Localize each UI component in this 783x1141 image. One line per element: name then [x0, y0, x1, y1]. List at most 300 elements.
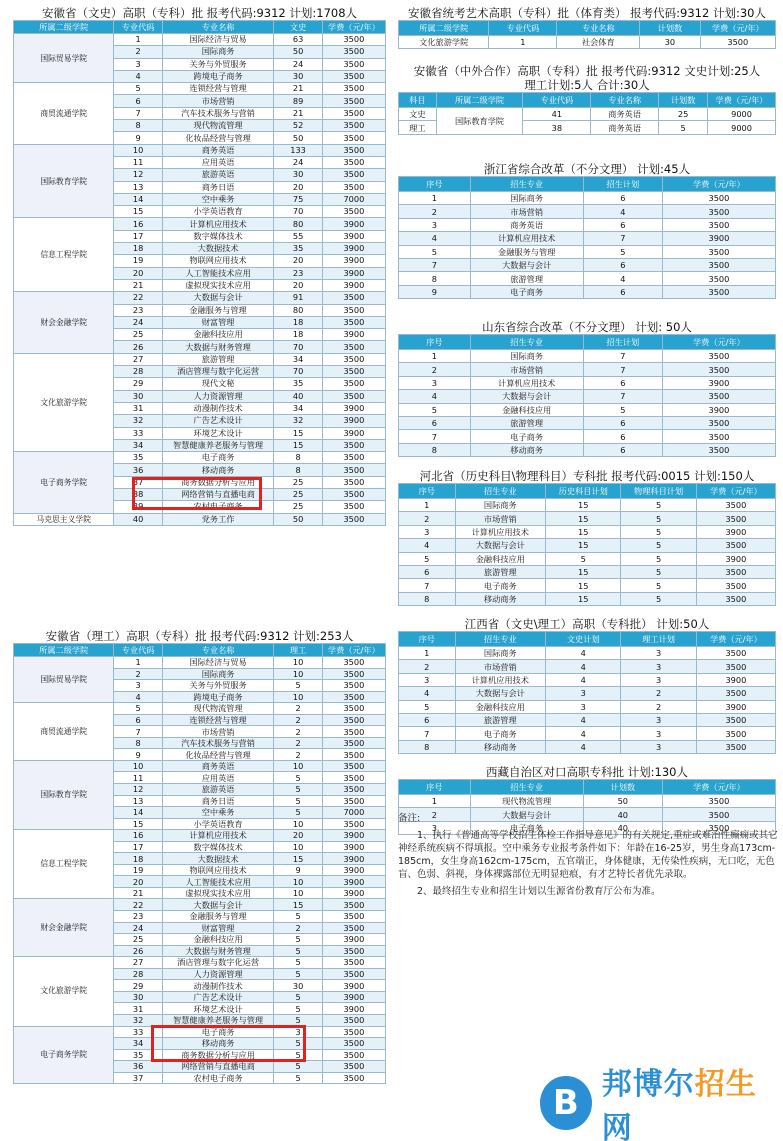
table-cell: 5 [274, 911, 322, 923]
table-cell: 133 [274, 144, 322, 156]
table-cell: 3500 [322, 911, 385, 923]
table-cell: 3500 [662, 350, 775, 363]
table-cell: 15 [546, 579, 621, 592]
table-cell: 5 [114, 703, 162, 715]
table-cell: 30 [274, 980, 322, 992]
table-cell: 3500 [322, 957, 385, 969]
table-cell: 63 [274, 34, 322, 46]
table-cell: 3500 [322, 107, 385, 119]
column-header: 所属二级学院 [399, 21, 489, 36]
table-cell: 大数据与会计 [455, 539, 545, 552]
table-cell: 8 [274, 464, 322, 476]
table-cell: 22 [114, 292, 162, 304]
watermark-logo-icon: B [540, 1076, 592, 1130]
table-cell: 30 [274, 70, 322, 82]
table-cell: 3 [546, 687, 621, 700]
table-row [14, 353, 386, 365]
shandong-table [398, 334, 776, 457]
table-cell: 36 [114, 1061, 162, 1073]
table-row [14, 144, 386, 156]
table-cell: 21 [274, 83, 322, 95]
table-cell: 3900 [322, 427, 385, 439]
table-row [399, 673, 776, 686]
college-cell: 信息工程学院 [14, 218, 114, 292]
table-row [399, 565, 776, 578]
table-cell: 移动商务 [455, 592, 545, 605]
right-column [398, 6, 776, 835]
table-cell: 6 [583, 430, 662, 443]
table-cell: 18 [274, 329, 322, 341]
table-cell: 5 [274, 680, 322, 692]
table-cell: 3500 [662, 285, 775, 298]
table-cell: 2 [274, 749, 322, 761]
table-cell: 91 [274, 292, 322, 304]
table-cell: 商务英语 [591, 108, 659, 121]
zhejiang-section [398, 162, 776, 312]
table-cell: 24 [274, 58, 322, 70]
table-cell: 3500 [322, 737, 385, 749]
table-cell: 金融服务与管理 [162, 304, 274, 316]
table-cell: 8 [399, 740, 456, 753]
table-cell: 52 [274, 120, 322, 132]
table-cell: 4 [546, 647, 621, 660]
notes-item-2: 2、最终招生专业和招生计划以生源省份教育厅公布为准。 [417, 886, 661, 897]
table-cell: 1 [489, 36, 557, 49]
table-cell: 3500 [322, 169, 385, 181]
table-cell: 32 [114, 415, 162, 427]
table-cell: 32 [274, 415, 322, 427]
table-cell: 11 [114, 772, 162, 784]
table-cell: 27 [114, 353, 162, 365]
table-header-row [14, 644, 386, 657]
table-cell: 市场营销 [470, 205, 583, 218]
table-cell: 3500 [322, 772, 385, 784]
table-cell: 3900 [322, 267, 385, 279]
table-cell: 5 [399, 700, 456, 713]
table-row [14, 830, 386, 842]
table-cell: 36 [114, 464, 162, 476]
table-cell: 空中乘务 [162, 807, 274, 819]
table-cell: 7 [114, 726, 162, 738]
table-cell: 4 [399, 390, 471, 403]
table-cell: 2 [114, 668, 162, 680]
table-cell: 3500 [322, 378, 385, 390]
table-cell: 5 [621, 565, 696, 578]
table-cell: 计算机应用技术 [162, 830, 274, 842]
table-cell: 27 [114, 957, 162, 969]
watermark-text-part: 邦博尔 [601, 1067, 695, 1102]
table-cell: 3500 [662, 205, 775, 218]
table-cell: 3500 [322, 206, 385, 218]
column-header: 文史计划 [546, 632, 621, 647]
table-cell: 8 [399, 272, 471, 285]
table-cell: 4 [546, 740, 621, 753]
table-cell: 金融科技应用 [162, 329, 274, 341]
table-cell: 4 [114, 691, 162, 703]
table-cell: 3500 [322, 795, 385, 807]
zhejiang-title: 浙江省综合改革（不分文理） 计划:45人 [483, 162, 691, 176]
table-cell: 37 [114, 1072, 162, 1084]
table-cell: 18 [114, 853, 162, 865]
table-header-row [399, 177, 776, 192]
table-cell: 大数据与会计 [455, 687, 545, 700]
table-cell: 21 [274, 107, 322, 119]
table-header-row [14, 21, 386, 34]
table-cell: 3500 [322, 1049, 385, 1061]
table-cell: 15 [546, 565, 621, 578]
table-row [399, 285, 776, 298]
table-cell: 3500 [322, 714, 385, 726]
college-cell: 国际教育学院 [14, 760, 114, 829]
table-cell: 5 [621, 499, 696, 512]
table-row [399, 390, 776, 403]
anhui-ligong-title: 安徽省（理工）高职（专科）批 报考代码:9312 计划:253人 [45, 629, 354, 643]
table-cell: 39 [114, 501, 162, 513]
table-cell: 环境艺术设计 [162, 1003, 274, 1015]
table-cell: 20 [274, 279, 322, 291]
table-cell: 广告艺术设计 [162, 415, 274, 427]
column-header: 专业名称 [162, 21, 274, 34]
anhui-ligong-table [13, 643, 386, 1084]
table-cell: 计算机应用技术 [470, 232, 583, 245]
table-cell: 25 [659, 108, 708, 121]
table-cell: 5 [274, 1014, 322, 1026]
table-cell: 5 [274, 945, 322, 957]
table-cell: 大数据与会计 [162, 899, 274, 911]
table-cell: 5 [399, 552, 456, 565]
shandong-title: 山东省综合改革（不分文理） 计划: 50人 [482, 320, 692, 334]
college-cell: 文化旅游学院 [14, 957, 114, 1026]
table-cell: 大数据技术 [162, 853, 274, 865]
table-cell: 3500 [662, 821, 775, 834]
table-cell: 3 [114, 680, 162, 692]
table-cell: 汽车技术服务与营销 [162, 737, 274, 749]
table-cell: 5 [546, 552, 621, 565]
table-cell: 3 [399, 376, 471, 389]
table-cell: 3900 [322, 415, 385, 427]
table-cell: 15 [546, 525, 621, 538]
table-row [399, 647, 776, 660]
table-cell: 1 [399, 350, 471, 363]
table-row [399, 740, 776, 753]
table-cell: 连锁经营与管理 [162, 714, 274, 726]
table-header-row [399, 21, 776, 36]
table-cell: 3500 [322, 899, 385, 911]
table-cell: 3500 [700, 36, 775, 49]
table-cell: 现代物流管理 [162, 703, 274, 715]
table-cell: 电子商务 [455, 727, 545, 740]
table-cell: 党务工作 [162, 513, 274, 525]
table-cell: 40 [583, 821, 662, 834]
table-cell: 3500 [322, 784, 385, 796]
table-cell: 3500 [322, 366, 385, 378]
table-cell: 大数据与会计 [470, 258, 583, 271]
table-cell: 关务与外贸服务 [162, 58, 274, 70]
table-cell: 3500 [322, 452, 385, 464]
column-header: 专业代码 [114, 644, 162, 657]
column-header: 专业代码 [489, 21, 557, 36]
table-cell: 5 [621, 512, 696, 525]
column-header: 招生专业 [470, 177, 583, 192]
table-cell: 7000 [322, 193, 385, 205]
table-cell: 26 [114, 341, 162, 353]
table-cell: 3900 [696, 673, 775, 686]
table-cell: 网络营销与直播电商 [162, 1061, 274, 1073]
table-cell: 理工 [399, 121, 437, 134]
table-cell: 3500 [322, 501, 385, 513]
column-header: 科目 [399, 93, 437, 108]
table-cell: 3500 [696, 592, 775, 605]
table-cell: 市场营销 [455, 660, 545, 673]
column-header: 专业名称 [162, 644, 274, 657]
column-header: 计划数 [640, 21, 700, 36]
table-cell: 3 [399, 673, 456, 686]
college-cell: 国际教育学院 [14, 144, 114, 218]
table-cell: 商务数据分析与应用 [162, 476, 274, 488]
table-cell: 动漫制作技术 [162, 980, 274, 992]
notes-heading: 备注: [398, 813, 421, 824]
table-cell: 金融科技应用 [470, 403, 583, 416]
table-cell: 4 [399, 539, 456, 552]
table-cell: 农村电子商务 [162, 501, 274, 513]
table-cell: 80 [274, 304, 322, 316]
table-cell: 3500 [696, 565, 775, 578]
table-cell: 3500 [662, 192, 775, 205]
table-cell: 10 [274, 841, 322, 853]
table-cell: 3500 [662, 390, 775, 403]
table-cell: 智慧健康养老服务与管理 [162, 439, 274, 451]
column-header: 学费（元/年） [322, 644, 385, 657]
table-row [399, 205, 776, 218]
table-cell: 国际经济与贸易 [162, 34, 274, 46]
table-cell: 网络营销与直播电商 [162, 488, 274, 500]
table-cell: 70 [274, 366, 322, 378]
table-cell: 3500 [662, 808, 775, 821]
table-row [399, 108, 776, 121]
table-cell: 8 [274, 452, 322, 464]
table-cell: 7 [583, 390, 662, 403]
art-title: 安徽省统考艺术高职（专科）批（体育类） 报考代码:9312 计划:30人 [408, 6, 766, 20]
table-cell: 数字媒体技术 [162, 841, 274, 853]
table-row [399, 192, 776, 205]
table-cell: 大数据与会计 [470, 808, 583, 821]
table-row [14, 957, 386, 969]
table-cell: 3900 [696, 552, 775, 565]
column-header: 专业代码 [523, 93, 591, 108]
table-cell: 旅游管理 [470, 272, 583, 285]
table-cell: 5 [274, 1049, 322, 1061]
table-cell: 3500 [322, 749, 385, 761]
table-cell: 50 [274, 46, 322, 58]
table-cell: 旅游管理 [455, 565, 545, 578]
college-cell: 国际贸易学院 [14, 657, 114, 703]
table-row [399, 232, 776, 245]
table-cell: 金融科技应用 [455, 700, 545, 713]
college-cell: 文化旅游学院 [14, 353, 114, 451]
table-cell: 3900 [322, 243, 385, 255]
table-cell: 50 [274, 132, 322, 144]
table-cell: 6 [583, 416, 662, 429]
table-cell: 电子商务 [455, 579, 545, 592]
table-cell: 24 [114, 316, 162, 328]
table-cell: 3500 [322, 657, 385, 669]
table-row [399, 687, 776, 700]
table-cell: 国际商务 [162, 668, 274, 680]
table-cell: 商务英语 [470, 218, 583, 231]
table-cell: 5 [583, 403, 662, 416]
table-cell: 5 [274, 1003, 322, 1015]
table-cell: 31 [114, 402, 162, 414]
table-cell: 3500 [322, 70, 385, 82]
table-cell: 国际经济与贸易 [162, 657, 274, 669]
table-cell: 8 [399, 592, 456, 605]
table-cell: 28 [114, 968, 162, 980]
table-cell: 财富管理 [162, 316, 274, 328]
table-cell: 3500 [322, 668, 385, 680]
table-row [399, 499, 776, 512]
table-cell: 3500 [662, 218, 775, 231]
table-cell: 2 [274, 737, 322, 749]
table-row [399, 660, 776, 673]
table-cell: 3500 [322, 1014, 385, 1026]
table-cell: 2 [399, 363, 471, 376]
table-cell: 25 [274, 501, 322, 513]
column-header: 招生专业 [470, 780, 583, 795]
table-cell: 商务英语 [591, 121, 659, 134]
college-cell: 财会金融学院 [14, 292, 114, 353]
table-cell: 3 [621, 740, 696, 753]
table-cell: 计算机应用技术 [470, 376, 583, 389]
jiangxi-section [398, 617, 776, 757]
column-header: 学费（元/年） [322, 21, 385, 34]
table-cell: 旅游管理 [470, 416, 583, 429]
table-cell: 9 [274, 864, 322, 876]
table-cell: 6 [583, 285, 662, 298]
table-cell: 31 [114, 1003, 162, 1015]
table-cell: 3500 [662, 272, 775, 285]
column-header: 序号 [399, 335, 471, 350]
college-cell: 电子商务学院 [14, 452, 114, 513]
table-cell: 3900 [322, 830, 385, 842]
watermark-text-part: 网 [601, 1111, 633, 1141]
table-cell: 大数据与会计 [162, 292, 274, 304]
table-cell: 市场营销 [162, 726, 274, 738]
table-cell: 4 [583, 205, 662, 218]
table-cell: 80 [274, 218, 322, 230]
table-cell: 7000 [322, 807, 385, 819]
table-cell: 3500 [322, 1061, 385, 1073]
table-cell: 国际商务 [470, 350, 583, 363]
coop-section [398, 64, 776, 154]
table-cell: 3900 [322, 230, 385, 242]
table-cell: 7 [114, 107, 162, 119]
table-cell: 商务日语 [162, 795, 274, 807]
table-cell: 1 [399, 192, 471, 205]
table-cell: 小学英语教育 [162, 206, 274, 218]
table-cell: 6 [399, 565, 456, 578]
table-cell: 3900 [322, 841, 385, 853]
column-header: 招生专业 [455, 484, 545, 499]
table-cell: 34 [274, 353, 322, 365]
table-cell: 10 [274, 887, 322, 899]
table-cell: 3900 [322, 255, 385, 267]
table-cell: 14 [114, 807, 162, 819]
table-cell: 3 [114, 58, 162, 70]
table-cell: 关务与外贸服务 [162, 680, 274, 692]
college-cell: 财会金融学院 [14, 899, 114, 957]
table-cell: 23 [274, 267, 322, 279]
college-cell: 商贸流通学院 [14, 83, 114, 144]
column-header: 招生专业 [455, 632, 545, 647]
table-cell: 3500 [322, 922, 385, 934]
jiangxi-table [398, 631, 776, 754]
table-cell: 1 [399, 795, 471, 808]
column-header: 物理科目计划 [621, 484, 696, 499]
table-cell: 市场营销 [455, 512, 545, 525]
table-cell: 3500 [322, 703, 385, 715]
table-cell: 6 [583, 258, 662, 271]
table-cell: 12 [114, 169, 162, 181]
table-cell: 7 [583, 363, 662, 376]
table-cell: 数字媒体技术 [162, 230, 274, 242]
anhui-wenshi-title: 安徽省（文史）高职（专科）批 报考代码:9312 计划:1708人 [41, 6, 358, 20]
table-cell: 33 [114, 1026, 162, 1038]
table-cell: 13 [114, 181, 162, 193]
table-cell: 3500 [322, 304, 385, 316]
table-row [14, 218, 386, 230]
table-cell: 汽车技术服务与营销 [162, 107, 274, 119]
table-cell: 5 [659, 121, 708, 134]
table-cell: 15 [546, 539, 621, 552]
column-header: 学费（元/年） [708, 93, 776, 108]
table-header-row [399, 632, 776, 647]
table-row [399, 539, 776, 552]
table-cell: 10 [274, 818, 322, 830]
table-cell: 应用英语 [162, 772, 274, 784]
table-cell: 8 [399, 443, 471, 456]
table-cell: 7 [399, 727, 456, 740]
table-cell: 5 [274, 795, 322, 807]
table-cell: 2 [399, 205, 471, 218]
table-cell: 大数据与财务管理 [162, 945, 274, 957]
column-header: 学费（元/年） [662, 335, 775, 350]
table-cell: 金融科技应用 [162, 934, 274, 946]
watermark [540, 1067, 780, 1141]
table-cell: 15 [274, 439, 322, 451]
table-cell: 农村电子商务 [162, 1072, 274, 1084]
table-cell: 商务英语 [162, 144, 274, 156]
jiangxi-title: 江西省（文史\理工）高职（专科批） 计划:50人 [464, 617, 710, 631]
table-cell: 9000 [708, 121, 776, 134]
table-row [399, 512, 776, 525]
table-cell: 30 [640, 36, 700, 49]
column-header: 计划数 [583, 780, 662, 795]
column-header: 序号 [399, 780, 471, 795]
table-row [399, 403, 776, 416]
table-cell: 3500 [662, 245, 775, 258]
table-cell: 物联网应用技术 [162, 255, 274, 267]
table-cell: 3900 [322, 402, 385, 414]
table-cell: 11 [114, 156, 162, 168]
table-cell: 2 [399, 512, 456, 525]
table-row [399, 700, 776, 713]
table-cell: 旅游英语 [162, 169, 274, 181]
table-row [14, 899, 386, 911]
table-row [14, 657, 386, 669]
table-cell: 移动商务 [470, 443, 583, 456]
column-header: 历史科目计划 [546, 484, 621, 499]
table-cell: 旅游管理 [455, 713, 545, 726]
